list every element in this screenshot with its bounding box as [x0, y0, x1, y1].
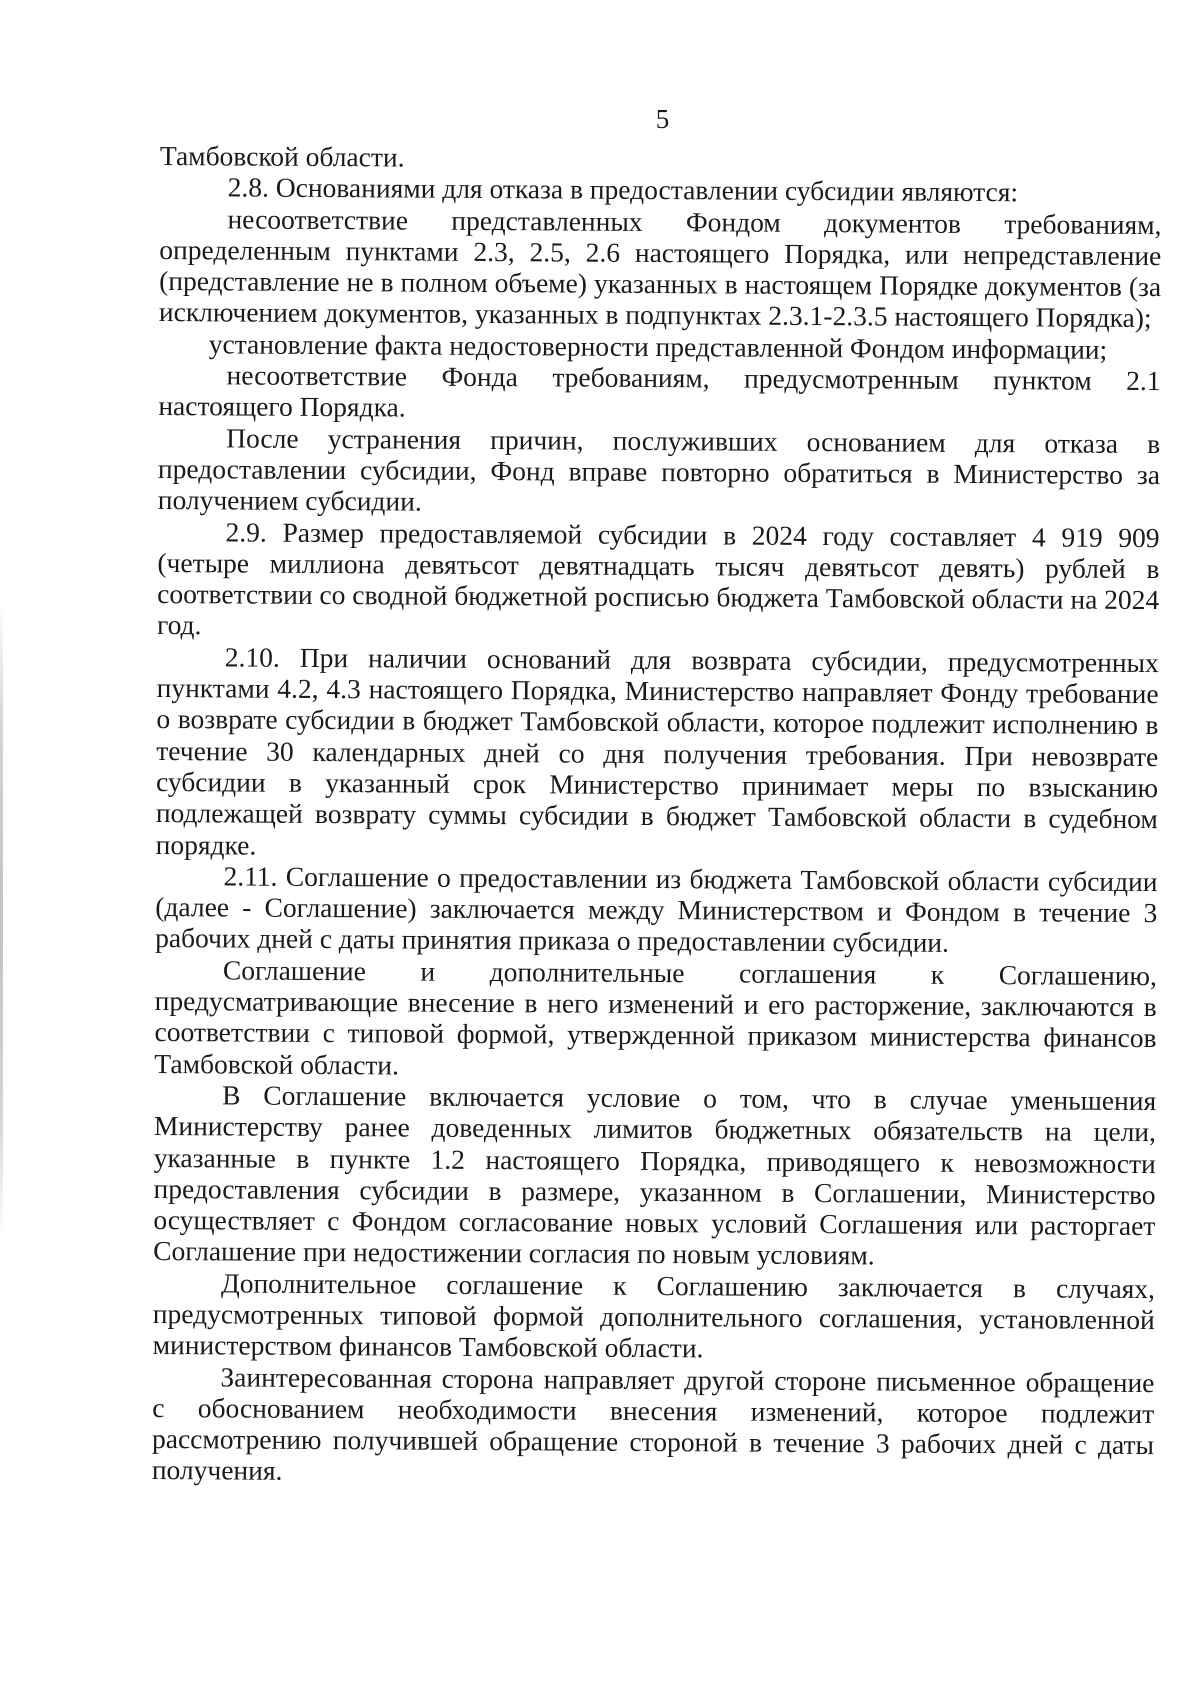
paragraph-2-8: 2.8. Основаниями для отказа в предоставлении субсидии являются:: [227, 171, 1019, 208]
paragraph-additional-agreement: Дополнительное соглашение к Соглашению заключается в случаях, предусмотренных типовой формой дополнительного соглашения, установленной министерством финансов Тамбовской области.: [152, 1267, 1156, 1364]
paragraph-interested-party: Заинтересованная сторона направляет другой стороне письменное обращение с обоснованием необходимости внесения изменений, которое подлежит рассмотрению получившей обращение стороной в течение 3 рабочих дней с даты получения.: [151, 1360, 1155, 1487]
paragraph-refusal-ground-3: несоответствие Фонда требованиям, предусмотренным пунктом 2.1 настоящего Порядка.: [158, 359, 1161, 423]
scan-edge: [0, 600, 3, 1240]
paragraph-2-9: 2.9. Размер предоставляемой субсидии в 2024 году составляет 4 919 909 (четыре миллиона девятьсот девятнадцать тысяч девятьсот девять) рублей в соответствии со сводной бюджетной росписью бюджета Тамбовской области на 2024 год.: [156, 515, 1160, 641]
paragraph-refusal-ground-1: несоответствие представленных Фондом документов требованиям, определенным пунктами 2.3, 2.5, 2.6 настоящего Порядка, или непредставление (представление не в полном объеме) указанных в настоящем Порядке документов (за исключением документов, указанных в подпунктах 2.3.1-2.3.5 настоящего Порядка);: [158, 203, 1162, 334]
paragraph-refusal-ground-2: установление факта недостоверности представленной Фондом информации;: [208, 328, 1108, 365]
paragraph-agreement-form: Соглашение и дополнительные соглашения к Соглашению, предусматривающие внесение в него изменений и его расторжение, заключаются в соответствии с типовой формой, утвержденной приказом министерства финансов Тамбовской области.: [154, 954, 1158, 1081]
paragraph-reapply: После устранения причин, послуживших основанием для отказа в предоставлении субсидии, Фонд вправе повторно обратиться в Министерство за получением субсидии.: [157, 422, 1161, 517]
paragraph-2-11: 2.11. Соглашение о предоставлении из бюджета Тамбовской области субсидии (далее - Соглашение) заключается между Министерством и Фондом в течение 3 рабочих дней с даты принятия приказа о предоставлении субсидии.: [155, 860, 1158, 959]
paragraph-2-10: 2.10. При наличии оснований для возврата субсидии, предусмотренных пунктами 4.2, 4.3 настоящего Порядка, Министерство направляет Фонду требование о возврате субсидии в бюджет Тамбовской области, которое подлежит исполнению в течение 30 календарных дней со дня получения требования. При невозврате субсидии в указанный срок Министерство принимает меры по взысканию подлежащей возврату суммы субсидии в бюджет Тамбовской области в судебном порядке.: [155, 641, 1159, 861]
page-number: 5: [655, 104, 670, 134]
paragraph-continuation: Тамбовской области.: [159, 140, 405, 173]
paragraph-agreement-condition: В Соглашение включается условие о том, что в случае уменьшения Министерству ранее доведенных лимитов бюджетных обязательств на цели, указанные в пункте 1.2 настоящего Порядка, приводящего к невозможности предоставления субсидии в размере, указанном в Соглашении, Министерство осуществляет с Фондом согласование новых условий Соглашения или расторгает Соглашение при недостижении согласия по новым условиям.: [153, 1079, 1157, 1271]
document-body: [152, 140, 1162, 1492]
